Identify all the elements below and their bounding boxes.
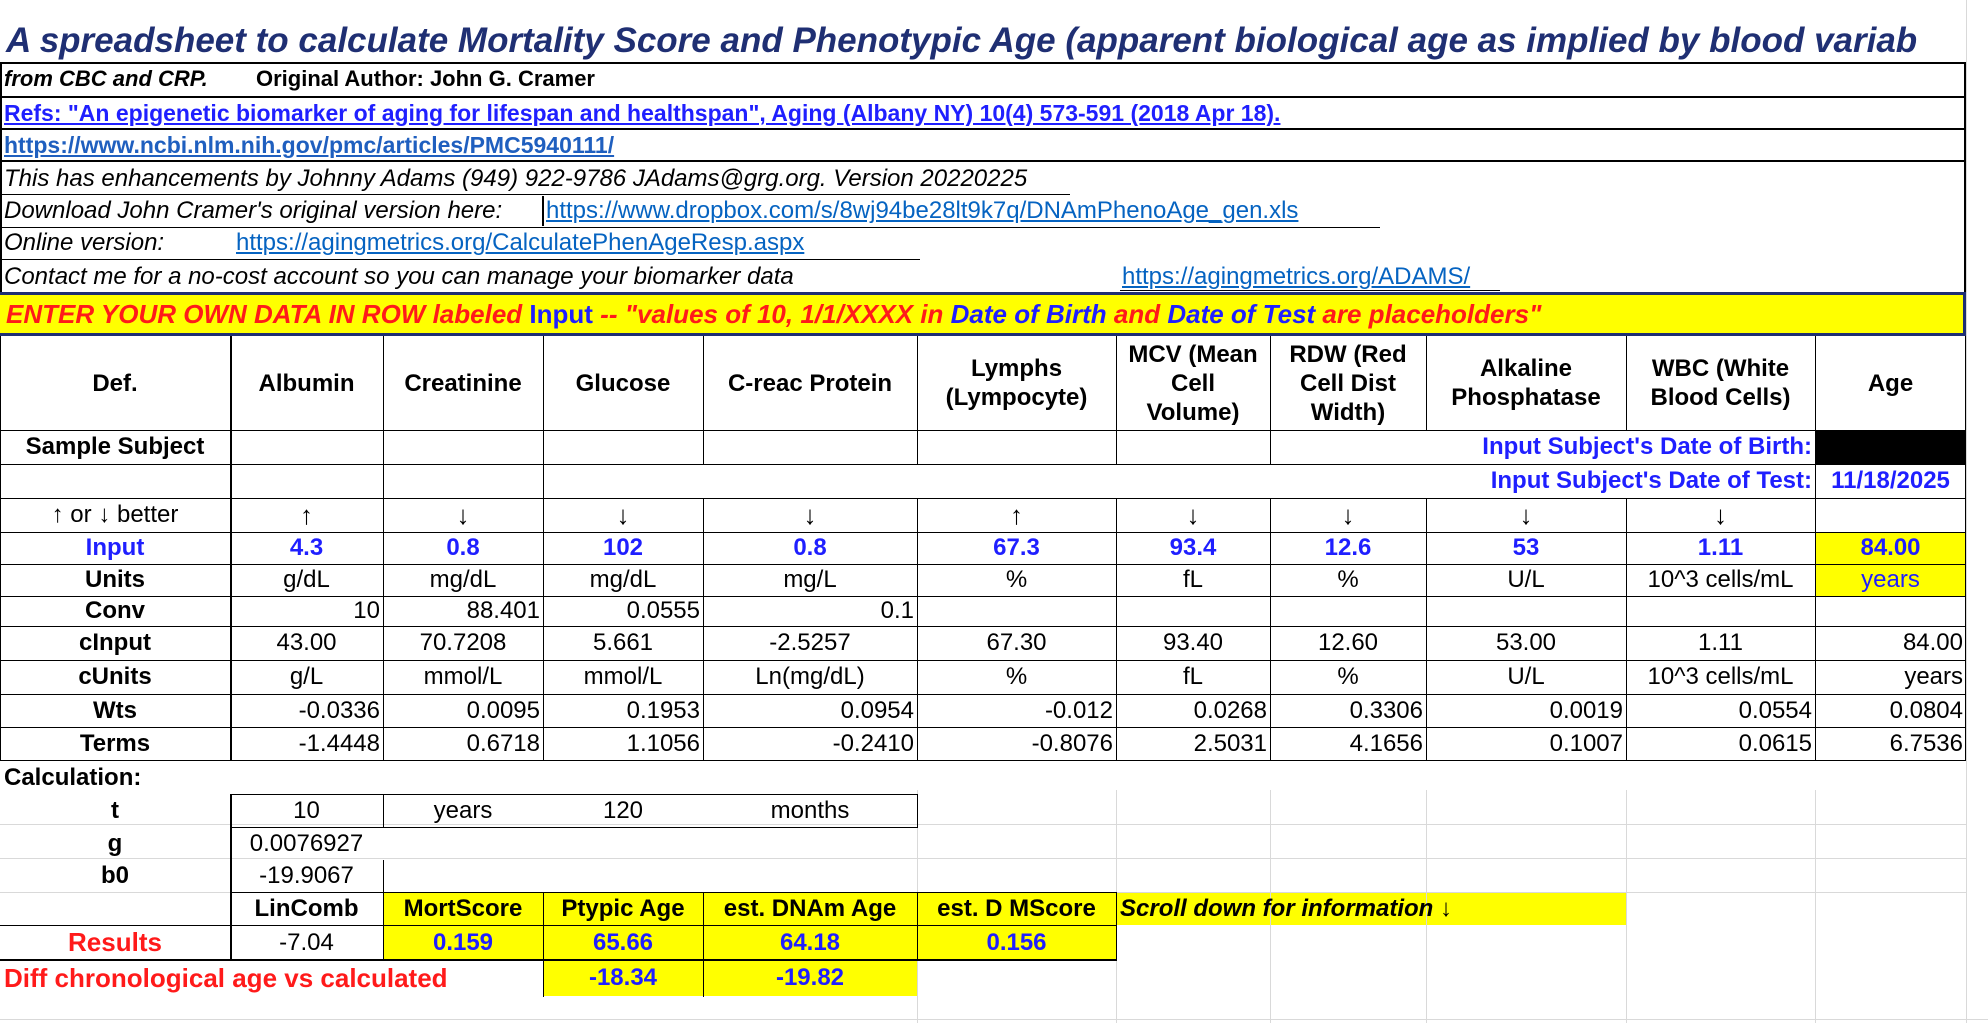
border: [0, 336, 1, 760]
units-cell-10: years: [1861, 566, 1920, 593]
terms-cell-3: 1.1056: [626, 729, 700, 757]
border: [1270, 336, 1271, 464]
from-line: from CBC and CRP.: [4, 66, 208, 91]
border: [917, 893, 918, 960]
terms-cell-4: -0.2410: [832, 729, 914, 757]
border: [0, 96, 1966, 98]
border: [1426, 336, 1427, 430]
terms-cell-5: -0.8076: [1031, 729, 1113, 757]
input-cell-9[interactable]: 1.11: [1697, 534, 1744, 561]
cunits-cell-6: fL: [1182, 663, 1203, 690]
row-label-cinput: cInput: [79, 629, 151, 656]
row-label-better: ↑ or ↓ better: [51, 501, 179, 528]
border: [230, 794, 918, 795]
cinput-cell-5: 67.30: [986, 629, 1047, 656]
cunits-cell-2: mmol/L: [423, 663, 503, 690]
contact-link[interactable]: https://agingmetrics.org/ADAMS/: [1122, 263, 1471, 290]
gridline: [1966, 0, 1967, 1023]
online-link[interactable]: https://agingmetrics.org/CalculatePhenAgeResp.aspx: [236, 229, 805, 256]
col-header-rdw: RDW (Red Cell Dist Width): [1289, 340, 1407, 426]
border: [1426, 498, 1427, 760]
ptypic-age-header: Ptypic Age: [561, 895, 685, 922]
border: [917, 498, 918, 760]
border: [1116, 498, 1117, 760]
input-cell-3[interactable]: 102: [602, 534, 644, 561]
border: [0, 62, 1966, 64]
wts-cell-10: 0.0804: [1889, 696, 1963, 724]
cunits-cell-4: Ln(mg/dL): [755, 663, 865, 690]
col-header-lymphs: Lymphs (Lympocyte): [945, 355, 1088, 411]
border: [1116, 336, 1117, 464]
gridline: [0, 1019, 1988, 1020]
better-cell-5: ↑: [1010, 499, 1023, 530]
ptypic-age-value: 65.66: [592, 928, 654, 956]
mortscore-value: 0.159: [432, 928, 494, 956]
dmscore-value: 0.156: [986, 928, 1047, 956]
units-cell-1: g/dL: [283, 566, 330, 593]
units-cell-6: fL: [1182, 566, 1203, 593]
conv-cell-4: 0.1: [880, 597, 914, 624]
cunits-cell-9: 10^3 cells/mL: [1647, 663, 1794, 690]
row-label-input: Input: [85, 534, 145, 561]
cunits-cell-3: mmol/L: [583, 663, 663, 690]
banner-part-g: are placeholders": [1322, 298, 1542, 329]
units-cell-9: 10^3 cells/mL: [1647, 566, 1794, 593]
border: [0, 596, 1966, 597]
units-cell-3: mg/dL: [589, 566, 657, 593]
refs-url-link[interactable]: https://www.ncbi.nlm.nih.gov/pmc/articles/PMC5940111/: [4, 131, 615, 158]
banner-part-dob: Date of Birth: [950, 298, 1107, 329]
border: [0, 333, 1966, 336]
border: [1965, 336, 1966, 760]
conv-cell-6: [1116, 596, 1270, 626]
download-link[interactable]: https://www.dropbox.com/s/8wj94be28lt9k7q/DNAmPhenoAge_gen.xls: [546, 197, 1299, 224]
conv-cell-2: 88.401: [466, 597, 540, 624]
border: [383, 336, 384, 760]
cinput-cell-1: 43.00: [276, 629, 337, 656]
g-value: 0.0076927: [249, 830, 364, 857]
col-header-wbc: WBC (White Blood Cells): [1650, 355, 1791, 411]
col-header-mcv: MCV (Mean Cell Volume): [1128, 340, 1258, 426]
better-cell-7: ↓: [1341, 499, 1355, 530]
lincomb-value: -7.04: [279, 928, 334, 956]
terms-cell-9: 0.0615: [1738, 729, 1812, 757]
units-cell-8: U/L: [1507, 566, 1545, 593]
border: [0, 564, 1966, 565]
dnam-age-value: 64.18: [779, 928, 841, 956]
conv-cell-10: [1815, 596, 1966, 626]
better-cell-2: ↓: [456, 499, 470, 530]
border: [0, 760, 1966, 761]
col-header-def: Def.: [92, 369, 138, 397]
row-label-cunits: cUnits: [78, 663, 152, 690]
border: [0, 959, 1117, 961]
col-header-age: Age: [1867, 369, 1914, 397]
cinput-cell-9: 1.11: [1698, 629, 1743, 656]
better-cell-10: [1815, 498, 1966, 532]
better-cell-6: ↓: [1186, 499, 1200, 530]
t-label: t: [111, 797, 119, 824]
units-cell-4: mg/L: [783, 566, 837, 593]
col-header-albumin: Albumin: [258, 369, 355, 397]
input-cell-1[interactable]: 4.3: [289, 534, 324, 561]
border: [383, 893, 384, 960]
conv-cell-7: [1270, 596, 1426, 626]
input-cell-5[interactable]: 67.3: [993, 534, 1040, 561]
border: [0, 498, 1966, 499]
wts-cell-4: 0.0954: [840, 696, 914, 724]
conv-cell-1: 10: [353, 597, 380, 624]
border: [0, 128, 1966, 130]
banner-part-a: ENTER YOUR OWN DATA IN ROW labeled: [6, 298, 523, 329]
border: [230, 827, 918, 828]
border: [1120, 290, 1500, 291]
cinput-cell-6: 93.40: [1162, 629, 1224, 656]
b0-value: -19.9067: [259, 862, 354, 889]
conv-cell-5: [917, 596, 1116, 626]
border: [230, 336, 232, 760]
banner-part-input: Input: [529, 298, 593, 329]
terms-cell-1: -1.4448: [298, 729, 380, 757]
border: [0, 694, 1966, 695]
better-cell-9: ↓: [1714, 499, 1727, 530]
row-label-conv: Conv: [85, 597, 145, 624]
row-label-terms: Terms: [79, 729, 151, 757]
contact-line: Contact me for a no-cost account so you can manage your biomarker data: [4, 263, 794, 290]
wts-cell-2: 0.0095: [466, 696, 540, 724]
better-cell-4: ↓: [803, 499, 817, 530]
units-cell-5: %: [1005, 566, 1028, 593]
border: [0, 292, 1966, 295]
units-cell-2: mg/dL: [429, 566, 497, 593]
terms-cell-2: 0.6718: [466, 729, 540, 757]
scroll-note: Scroll down for information ↓: [1120, 895, 1452, 922]
cinput-cell-3: 5.661: [592, 629, 654, 656]
units-cell-7: %: [1337, 566, 1359, 593]
wts-cell-1: -0.0336: [298, 696, 380, 724]
input-cell-8[interactable]: 53: [1512, 534, 1540, 561]
cunits-cell-7: %: [1337, 663, 1359, 690]
refs-link[interactable]: Refs: "An epigenetic biomarker of aging for lifespan and healthspan", Aging (Albany NY) 10(4) 573-591 (2018 Apr 18).: [4, 99, 1281, 126]
cunits-cell-5: %: [1005, 663, 1028, 690]
border: [0, 194, 1070, 195]
border: [1626, 336, 1627, 430]
wts-cell-9: 0.0554: [1738, 696, 1812, 724]
input-cell-7[interactable]: 12.6: [1324, 534, 1372, 561]
dot-label: Input Subject's Date of Test:: [1490, 467, 1812, 494]
cinput-cell-4: -2.5257: [769, 629, 851, 656]
terms-cell-8: 0.1007: [1549, 729, 1623, 757]
border: [1964, 62, 1966, 294]
g-label: g: [107, 830, 123, 857]
dob-label: Input Subject's Date of Birth:: [1482, 433, 1812, 460]
border: [917, 336, 918, 464]
wts-cell-3: 0.1953: [626, 696, 700, 724]
better-cell-8: ↓: [1519, 499, 1533, 530]
wts-cell-6: 0.0268: [1193, 696, 1267, 724]
border: [383, 794, 384, 828]
conv-cell-8: [1426, 596, 1626, 626]
border: [230, 892, 1117, 893]
input-cell-6[interactable]: 93.4: [1169, 534, 1217, 561]
border: [1270, 498, 1271, 760]
diff-ptypic-value: -18.34: [588, 964, 658, 991]
t-value: 10: [293, 797, 320, 824]
better-cell-3: ↓: [616, 499, 630, 530]
border: [703, 336, 704, 464]
col-header-alk-phos: Alkaline Phosphatase: [1451, 355, 1601, 411]
banner-part-dot: Date of Test: [1167, 298, 1316, 329]
online-label: Online version:: [4, 229, 165, 256]
cunits-cell-1: g/L: [289, 663, 324, 690]
t-months: 120: [602, 797, 644, 824]
col-header-crp: C-reac Protein: [727, 369, 893, 397]
conv-cell-9: [1626, 596, 1815, 626]
terms-cell-7: 4.1656: [1349, 729, 1423, 757]
border: [703, 498, 704, 760]
col-header-glucose: Glucose: [575, 369, 671, 397]
input-cell-4[interactable]: 0.8: [793, 534, 827, 561]
sample-subject-label: Sample Subject: [25, 433, 205, 460]
cunits-cell-10: years: [1904, 663, 1963, 690]
t-unit: years: [433, 797, 493, 824]
border: [543, 336, 544, 760]
wts-cell-8: 0.0019: [1549, 696, 1623, 724]
border: [1626, 498, 1627, 760]
border: [0, 259, 920, 260]
author-line: Original Author: John G. Cramer: [256, 66, 595, 91]
border: [917, 794, 918, 828]
border: [230, 794, 232, 960]
input-cell-10[interactable]: 84.00: [1860, 534, 1921, 561]
col-header-creatinine: Creatinine: [404, 369, 522, 397]
dnam-age-header: est. DNAm Age: [723, 895, 897, 922]
b0-label: b0: [100, 862, 129, 889]
row-label-units: Units: [85, 566, 145, 593]
border: [0, 160, 1966, 162]
border: [1963, 292, 1966, 336]
download-label: Download John Cramer's original version here:: [4, 197, 503, 224]
better-cell-1: ↑: [300, 499, 313, 530]
cinput-cell-2: 70.7208: [419, 629, 507, 656]
page-title: A spreadsheet to calculate Mortality Score and Phenotypic Age (apparent biological age as implied by blood variab: [6, 21, 1918, 60]
border: [0, 925, 1117, 926]
cinput-cell-8: 53.00: [1495, 629, 1557, 656]
border: [383, 860, 384, 893]
dot-value[interactable]: 11/18/2025: [1831, 467, 1950, 494]
lincomb-header: LinComb: [254, 895, 359, 922]
banner-part-and: and: [1113, 298, 1161, 329]
row-label-wts: Wts: [93, 696, 137, 724]
border: [0, 660, 1966, 661]
instruction-banner: [6, 296, 1541, 332]
cunits-cell-8: U/L: [1507, 663, 1545, 690]
border: [0, 532, 1966, 533]
border: [1116, 893, 1117, 960]
calculation-label: Calculation:: [4, 764, 142, 791]
results-label: Results: [68, 927, 162, 957]
cinput-cell-7: 12.60: [1317, 629, 1379, 656]
border: [543, 893, 544, 997]
border: [1815, 336, 1816, 760]
wts-cell-7: 0.3306: [1349, 696, 1423, 724]
dmscore-header: est. D MScore: [937, 895, 1096, 922]
mortscore-header: MortScore: [403, 895, 523, 922]
banner-part-c: -- "values of 10, 1/1/XXXX in: [600, 298, 944, 329]
border: [0, 227, 1380, 228]
border: [0, 464, 1966, 465]
diff-label: Diff chronological age vs calculated: [4, 962, 448, 993]
terms-cell-6: 2.5031: [1193, 729, 1267, 757]
enhancements-line: This has enhancements by Johnny Adams (949) 922-9786 JAdams@grg.org. Version 20220225: [4, 165, 1028, 192]
t-months-unit: months: [770, 797, 850, 824]
wts-cell-5: -0.012: [1044, 696, 1113, 724]
terms-cell-10: 6.7536: [1889, 729, 1963, 757]
input-cell-2[interactable]: 0.8: [446, 534, 480, 561]
border: [703, 893, 704, 997]
border: [0, 430, 1966, 431]
cinput-cell-10: 84.00: [1902, 629, 1963, 656]
conv-cell-3: 0.0555: [626, 597, 700, 624]
border: [0, 727, 1966, 728]
border: [0, 626, 1966, 627]
dob-value-cell[interactable]: [1815, 430, 1966, 464]
diff-dnam-value: -19.82: [775, 964, 845, 991]
border: [542, 196, 544, 226]
